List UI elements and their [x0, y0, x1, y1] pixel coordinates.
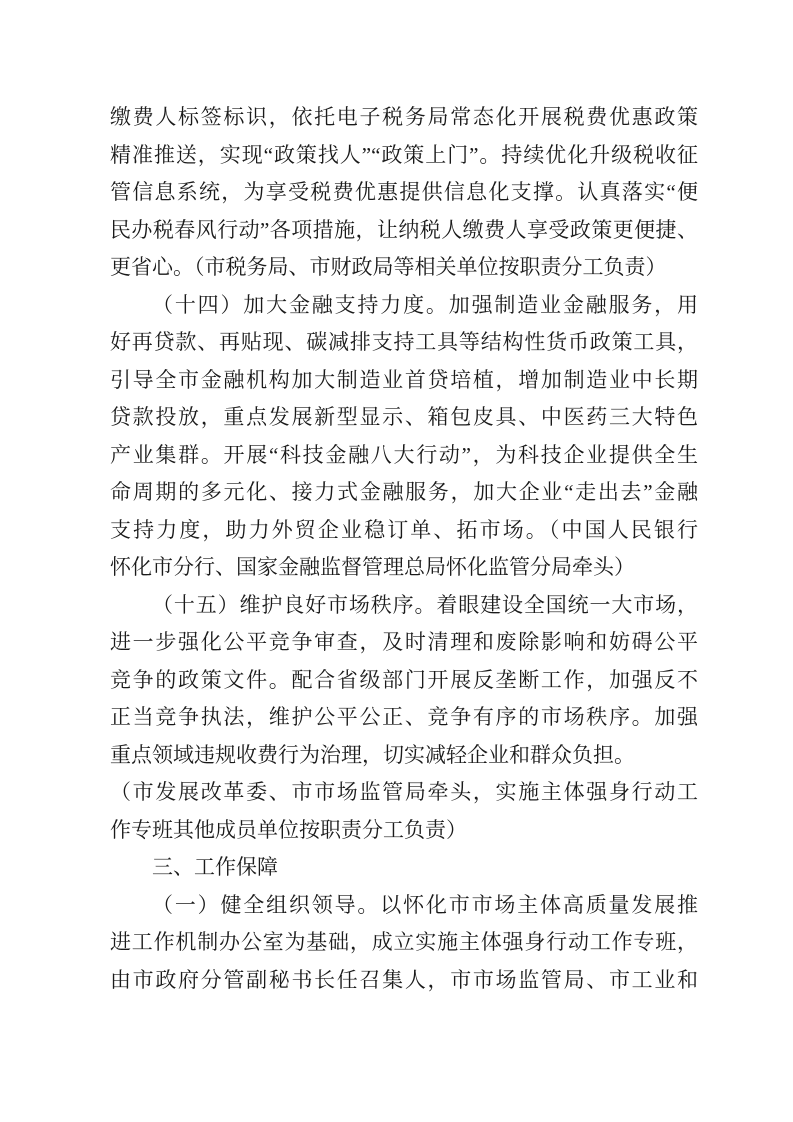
- document-text-block: [110, 99, 698, 999]
- text-line: 正当竞争执法，维护公平公正、竞争有序的市场秩序。加强: [110, 705, 698, 729]
- paragraph-start-line-1: （一）健全组织领导。以怀化市市场主体高质量发展推: [152, 892, 698, 917]
- text-line: 进工作机制办公室为基础，成立实施主体强身行动工作专班，: [110, 930, 698, 954]
- text-line-paragraph-end: 更省心。（市税务局、市财政局等相关单位按职责分工负责）: [110, 255, 667, 279]
- paragraph-start-line-15: （十五）维护良好市场秩序。着眼建设全国统一大市场，: [152, 592, 698, 617]
- text-line: 管信息系统，为享受税费优惠提供信息化支撑。认真落实“便: [110, 180, 698, 204]
- text-line: 产业集群。开展“科技金融八大行动”，为科技企业提供全生: [110, 442, 698, 467]
- text-line: 精准推送，实现“政策找人”“政策上门”。持续优化升级税收征: [110, 142, 698, 167]
- text-line: 贷款投放，重点发展新型显示、箱包皮具、中医药三大特色: [110, 405, 698, 429]
- text-line: 缴费人标签标识，依托电子税务局常态化开展税费优惠政策: [110, 105, 698, 129]
- section-heading: 三、工作保障: [152, 855, 278, 879]
- text-line: 引导全市金融机构加大制造业首贷培植，增加制造业中长期: [110, 367, 698, 392]
- text-line: 进一步强化公平竞争审查，及时清理和废除影响和妨碍公平: [110, 630, 698, 654]
- text-line: 民办税春风行动”各项措施，让纳税人缴费人享受政策更便捷、: [110, 217, 698, 242]
- text-line: 重点领域违规收费行为治理，切实减轻企业和群众负担。: [110, 742, 635, 767]
- text-line: 竞争的政策文件。配合省级部门开展反垄断工作，加强反不: [110, 667, 698, 692]
- text-line: 命周期的多元化、接力式金融服务，加大企业“走出去”金融: [110, 480, 698, 504]
- text-line-paragraph-end: 怀化市分行、国家金融监督管理总局怀化监管分局牵头）: [110, 555, 635, 579]
- text-line: 好再贷款、再贴现、碳减排支持工具等结构性货币政策工具，: [110, 330, 698, 354]
- text-line: 由市政府分管副秘书长任召集人，市市场监管局、市工业和: [110, 967, 698, 992]
- paragraph-start-line-14: （十四）加大金融支持力度。加强制造业金融服务，用: [152, 292, 698, 317]
- text-line: （市发展改革委、市市场监管局牵头，实施主体强身行动工: [110, 780, 698, 804]
- text-line: 支持力度，助力外贸企业稳订单、拓市场。（中国人民银行: [110, 517, 698, 542]
- text-line-paragraph-end: 作专班其他成员单位按职责分工负责）: [110, 817, 467, 842]
